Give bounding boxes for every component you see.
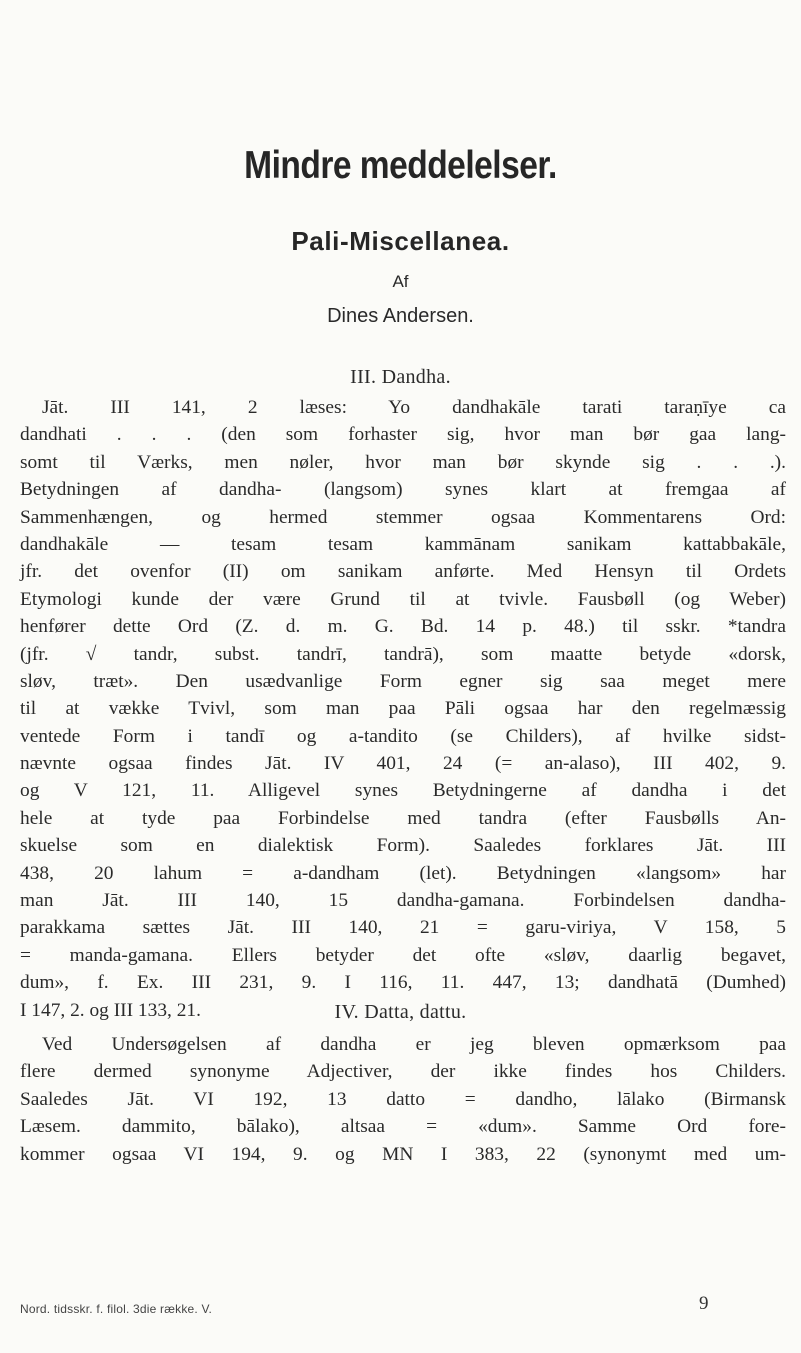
text-line: 438, 20 lahum = a-dandham (let). Betydningen «langsom» har: [20, 862, 786, 884]
text-line: = manda-gamana. Ellers betyder det ofte «sløv, daarlig begavet,: [20, 944, 786, 966]
text-line: parakkama sættes Jāt. III 140, 21 = garu-viriya, V 158, 5: [20, 917, 786, 939]
text-line: og V 121, 11. Alligevel synes Betydningerne af dandha i det: [20, 780, 786, 802]
section-heading: Mindre meddelelser.: [244, 144, 557, 187]
text-line: Ved Undersøgelsen af dandha er jeg bleven opmærksom paa: [42, 1034, 786, 1055]
text-line: til at vække Tvivl, som man paa Pāli ogsaa har den regelmæssig: [20, 698, 786, 720]
subsection-heading-4: IV. Datta, dattu.: [334, 1001, 467, 1023]
text-line: hele at tyde paa Forbindelse med tandra (efter Fausbølls An-: [20, 807, 786, 829]
journal-footer: Nord. tidsskr. f. filol. 3die række. V.: [20, 1302, 213, 1316]
text-line: man Jāt. III 140, 15 dandha-gamana. Forbindelsen dandha-: [20, 890, 786, 912]
text-line: Betydningen af dandha- (langsom) synes klart at fremgaa af: [20, 479, 786, 501]
text-line: kommer ogsaa VI 194, 9. og MN I 383, 22 (synonymt med um-: [20, 1143, 786, 1165]
text-line: jfr. det ovenfor (II) om sanikam anførte. Med Hensyn til Ordets: [20, 561, 786, 583]
byline: Af: [392, 272, 409, 291]
signature-mark: 9: [699, 1293, 709, 1314]
article-title: Pali-Miscellanea.: [291, 226, 510, 256]
author-name: Dines Andersen.: [327, 305, 474, 327]
text-line: dandhati . . . (den som forhaster sig, hvor man bør gaa lang-: [20, 424, 786, 446]
paragraph-dandha: [20, 394, 786, 1024]
subsection-heading-3: III. Dandha.: [350, 366, 451, 388]
text-line: somt til Værks, men nøler, hvor man bør skynde sig . . .).: [20, 451, 786, 473]
text-line: flere dermed synonyme Adjectiver, der ikke findes hos Childers.: [20, 1061, 786, 1083]
text-line: nævnte ogsaa findes Jāt. IV 401, 24 (= an-alaso), III 402, 9.: [20, 753, 786, 775]
text-line: Etymologi kunde der være Grund til at tvivle. Fausbøll (og Weber): [20, 588, 786, 610]
text-line: I 147, 2. og III 133, 21.: [20, 999, 201, 1021]
text-line: Sammenhængen, og hermed stemmer ogsaa Kommentarens Ord:: [20, 506, 786, 528]
text-line: ventede Form i tandī og a-tandito (se Childers), af hvilke sidst-: [20, 725, 786, 747]
text-line: Saaledes Jāt. VI 192, 13 datto = dandho, lālako (Birmansk: [20, 1088, 786, 1110]
paragraph-datta: [20, 1031, 786, 1168]
text-line: henfører dette Ord (Z. d. m. G. Bd. 14 p. 48.) til sskr. *tandra: [20, 616, 786, 638]
text-line: Jāt. III 141, 2 læses: Yo dandhakāle tarati taraṇīye ca: [42, 397, 786, 418]
text-line: dum», f. Ex. III 231, 9. I 116, 11. 447, 13; dandhatā (Dumhed): [20, 972, 786, 994]
text-line: (jfr. √ tandr, subst. tandrī, tandrā), som maatte betyde «dorsk,: [20, 643, 786, 665]
text-line: sløv, træt». Den usædvanlige Form egner sig saa meget mere: [20, 670, 786, 692]
text-line: Læsem. dammito, bālako), altsaa = «dum». Samme Ord fore-: [20, 1116, 786, 1138]
text-line: dandhakāle — tesam tesam kammānam sanikam kattabbakāle,: [20, 533, 786, 555]
text-line: skuelse som en dialektisk Form). Saaledes forklares Jāt. III: [20, 835, 786, 857]
